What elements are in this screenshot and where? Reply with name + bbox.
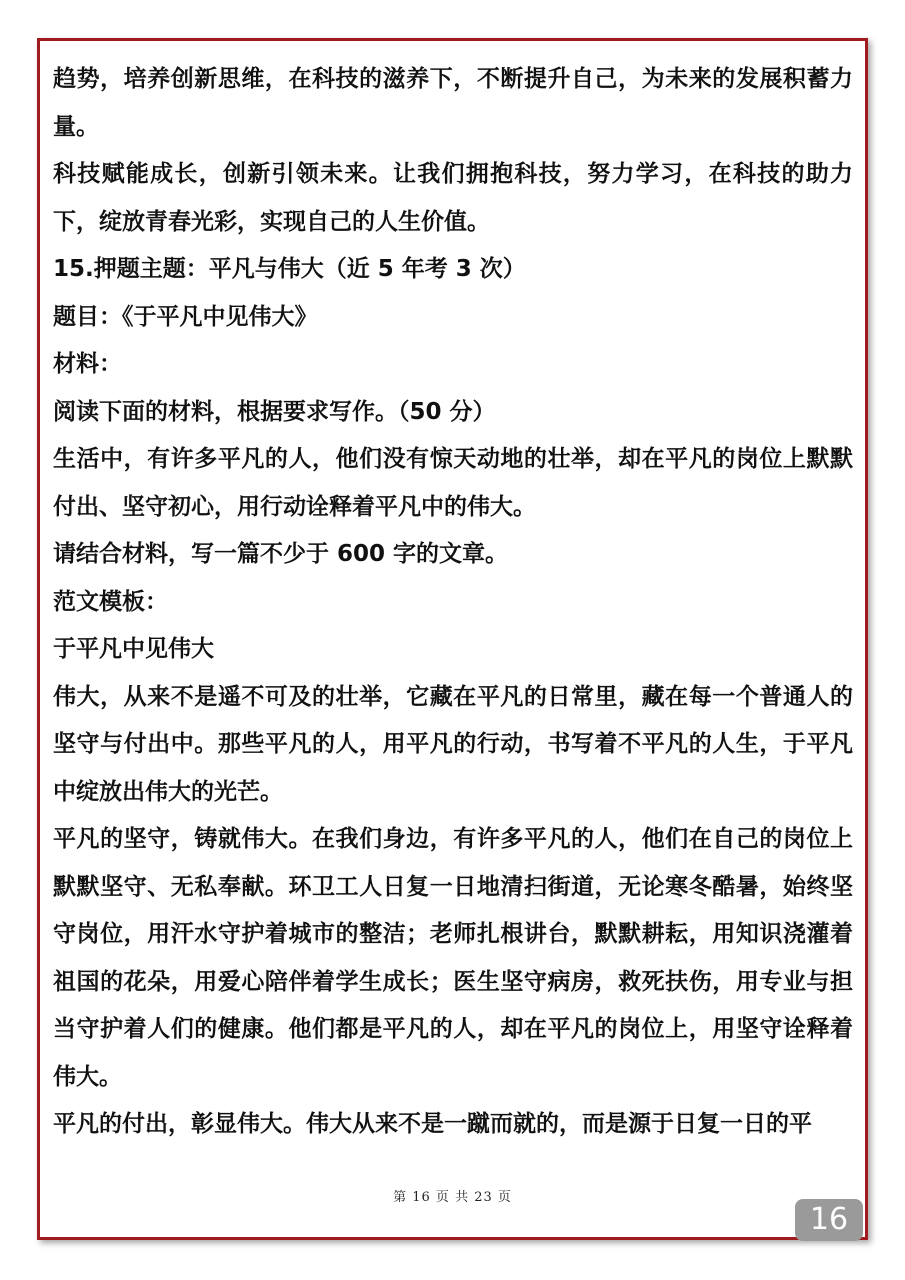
essay-title: 于平凡中见伟大 [53, 636, 214, 662]
material-text: 生活中，有许多平凡的人，他们没有惊天动地的壮举，却在平凡的岗位上默默付出、坚守初心，用行动诠释着平凡中的伟大。 [53, 446, 853, 520]
material-label: 材料： [53, 351, 122, 377]
template-label: 范文模板： [53, 588, 168, 615]
document-body [53, 56, 853, 1149]
essay-paragraph-1: 伟大，从来不是遥不可及的壮举，它藏在平凡的日常里，藏在每一个普通人的坚守与付出中。那些平凡的人，用平凡的行动，书写着不平凡的人生，于平凡中绽放出伟大的光芒。 [53, 683, 853, 805]
essay-paragraph-3: 平凡的付出，彰显伟大。伟大从来不是一蹴而就的，而是源于日复一日的平 [53, 1111, 812, 1137]
essay-paragraph-2: 平凡的坚守，铸就伟大。在我们身边，有许多平凡的人，他们在自己的岗位上默默坚守、无私奉献。环卫工人日复一日地清扫街道，无论寒冬酷暑，始终坚守岗位，用汗水守护着城市的整洁；老师扎根讲台，默默耕耘，用知识浇灌着祖国的花朵，用爱心陪伴着学生成长；医生坚守病房，救死扶伤，用专业与担当守护着人们的健康。他们都是平凡的人，却在平凡的岗位上，用坚守诠释着伟大。 [53, 826, 853, 1090]
paragraph-continuation: 趋势，培养创新思维，在科技的滋养下，不断提升自己，为未来的发展积蓄力量。 [53, 66, 853, 140]
paragraph-conclusion: 科技赋能成长，创新引领未来。让我们拥抱科技，努力学习，在科技的助力下，绽放青春光彩，实现自己的人生价值。 [53, 161, 853, 235]
instruction: 阅读下面的材料，根据要求写作。（50 分） [53, 398, 496, 425]
essay-topic: 题目：《于平凡中见伟大》 [53, 303, 318, 330]
requirement: 请结合材料，写一篇不少于 600 字的文章。 [53, 541, 509, 567]
page-footer: 第 16 页 共 23 页 [393, 1190, 512, 1205]
section-heading: 15.押题主题：平凡与伟大（近 5 年考 3 次） [53, 256, 526, 282]
page-number-badge: 16 [795, 1199, 863, 1241]
